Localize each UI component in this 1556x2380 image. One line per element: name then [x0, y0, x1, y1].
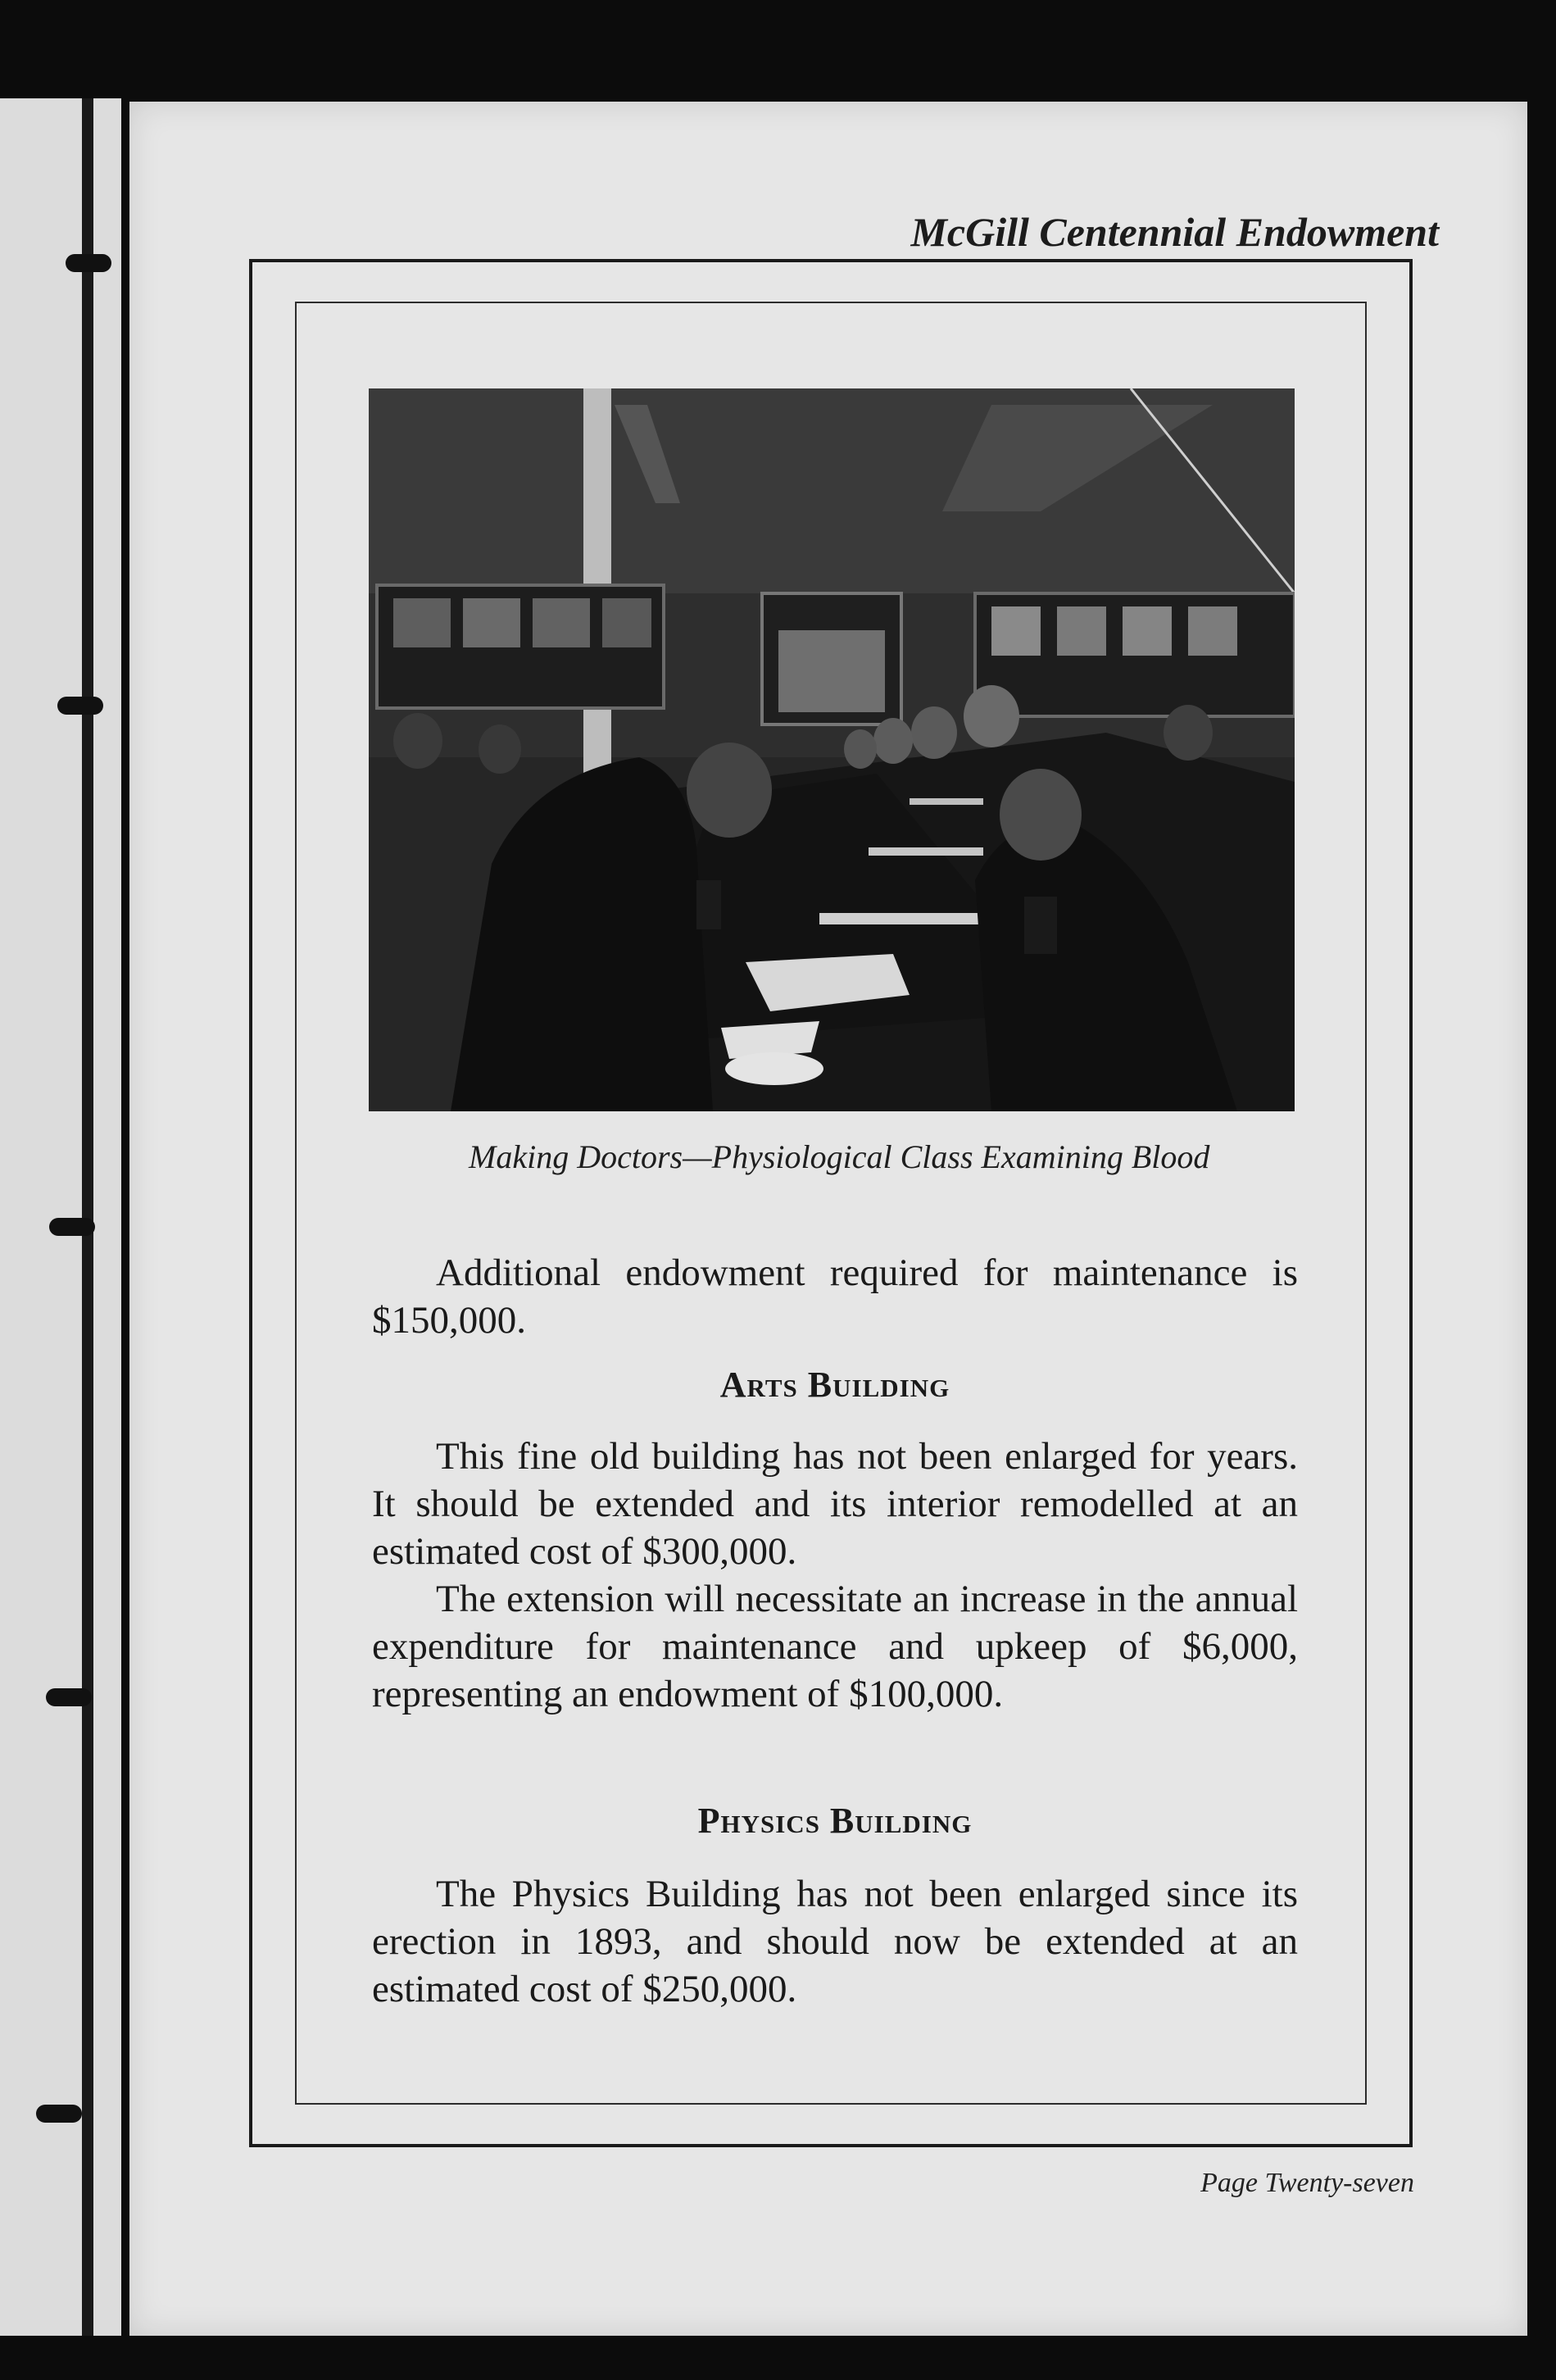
binding-knot — [66, 254, 111, 272]
photo-caption: Making Doctors—Physiological Class Examining Blood — [469, 1138, 1210, 1175]
document-page — [129, 102, 1527, 2336]
binding-knot — [49, 1218, 95, 1236]
facing-page-edge — [0, 98, 121, 2336]
page-border-outer — [249, 259, 1413, 2147]
paragraph-arts-2: The extension will necessitate an increase in the annual expenditure for maintenance and upkeep of $6,000, representing an endowment of $100,000. — [372, 1578, 1298, 1715]
heading-physics-building: Physics Building — [697, 1801, 973, 1841]
page-border-inner — [295, 302, 1367, 2105]
binding-knot — [36, 2105, 82, 2123]
binding-string — [82, 98, 93, 2336]
photograph-illustration — [369, 388, 1295, 1111]
class-photograph — [369, 388, 1295, 1111]
running-head: McGill Centennial Endowment — [910, 209, 1439, 255]
page-number: Page Twenty-seven — [1200, 2168, 1414, 2198]
paragraph-arts-1: This fine old building has not been enlarged for years. It should be extended and its interior remodelled at an estimated cost of $300,000. — [372, 1435, 1298, 1573]
binding-knot — [46, 1688, 92, 1706]
paragraph-physics-1: The Physics Building has not been enlarged since its erection in 1893, and should now be extended at an estimated cost of $250,000. — [372, 1873, 1298, 2010]
binding-knot — [57, 697, 103, 715]
heading-arts-building: Arts Building — [719, 1365, 950, 1405]
paragraph-maintenance: Additional endowment required for maintenance is $150,000. — [372, 1251, 1298, 1342]
